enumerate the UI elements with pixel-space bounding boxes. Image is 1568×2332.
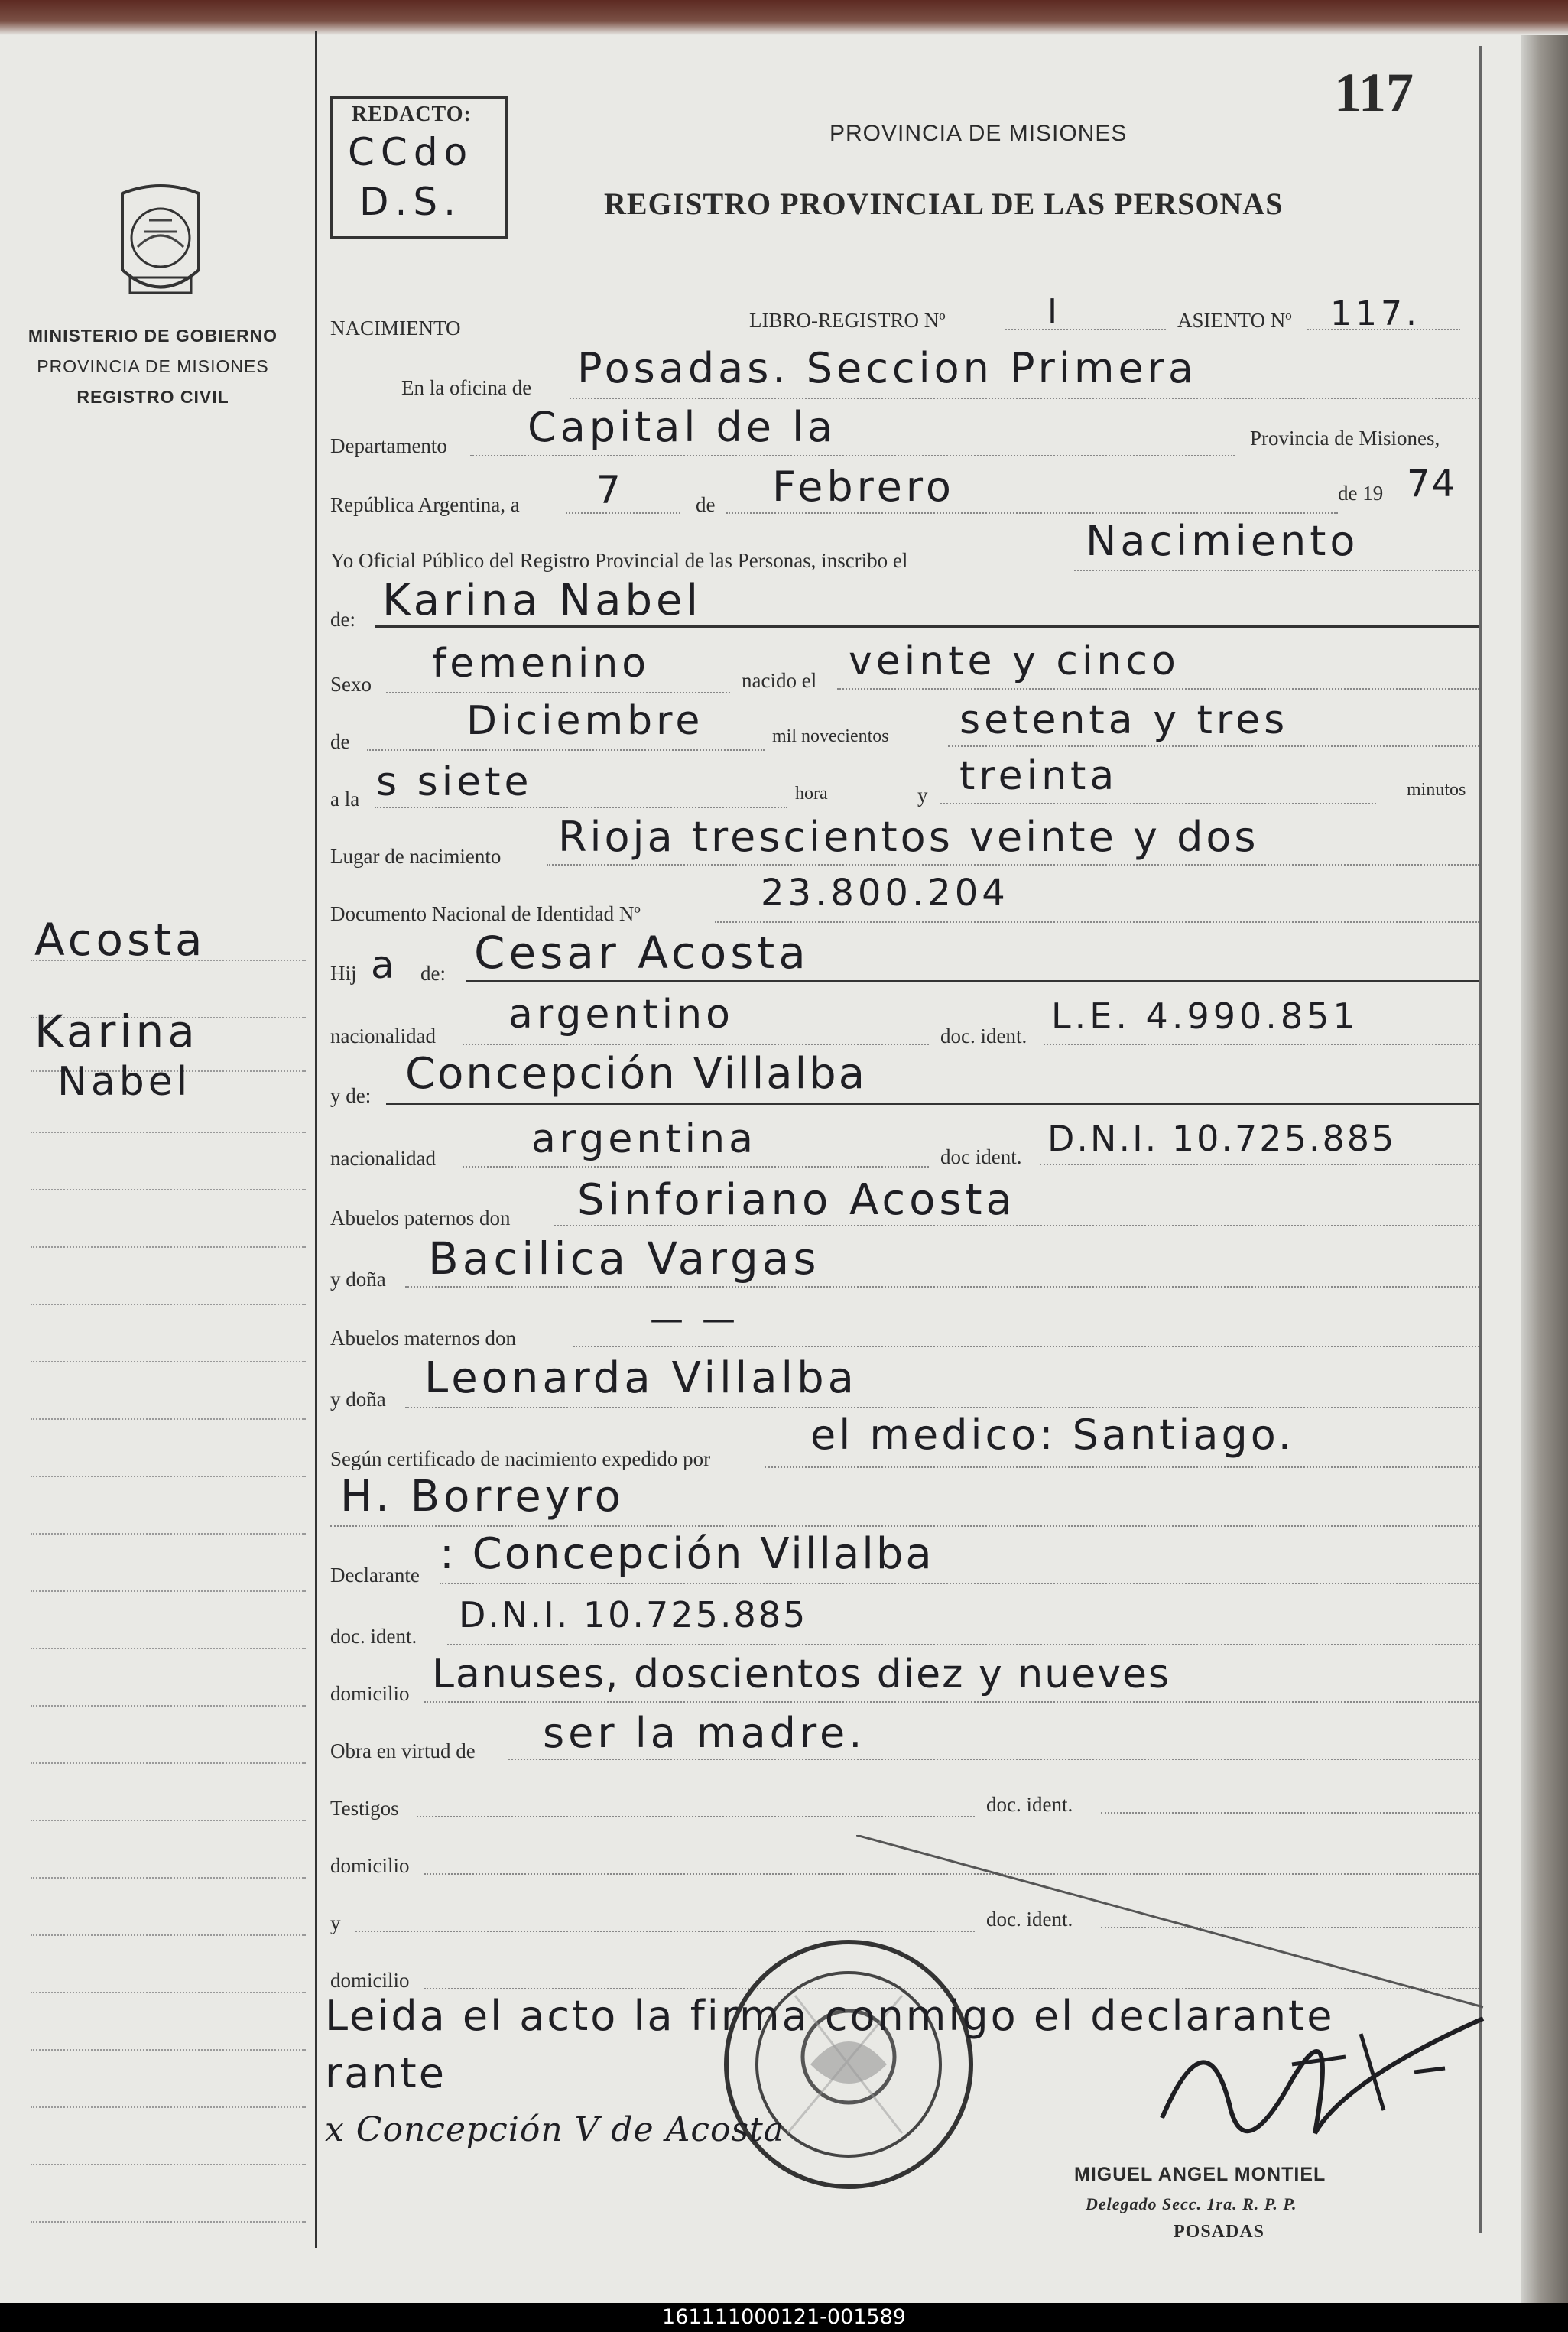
de-nombre-label: de: — [330, 608, 355, 631]
doc2-label: doc ident. — [940, 1145, 1022, 1168]
departamento-label: Departamento — [330, 434, 447, 457]
closing-line-2: rante — [325, 2049, 446, 2097]
margin-note-name-2: Nabel — [57, 1059, 192, 1105]
abuela-p-value: Bacilica Vargas — [428, 1233, 820, 1285]
acto-value: Nacimiento — [1086, 517, 1359, 565]
testigos-label: Testigos — [330, 1797, 399, 1820]
margin-note-surname: Acosta — [34, 914, 206, 966]
doc3-value: D.N.I. 10.725.885 — [459, 1594, 808, 1635]
abuela-m-value: Leonarda Villalba — [424, 1353, 858, 1403]
sexo-label: Sexo — [330, 673, 372, 696]
hora-label: hora — [795, 784, 828, 804]
doc2-value: D.N.I. 10.725.885 — [1047, 1118, 1397, 1159]
obra-value: ser la madre. — [543, 1709, 866, 1757]
libro-label: LIBRO-REGISTRO Nº — [749, 309, 946, 332]
page-number: 117 — [1334, 62, 1414, 123]
madre-value: Concepción Villalba — [405, 1049, 868, 1099]
registry-title: REGISTRO PROVINCIAL DE LAS PERSONAS — [604, 187, 1284, 221]
doc3-label: doc. ident. — [330, 1625, 417, 1648]
day-value: 7 — [596, 468, 625, 512]
mil-label: mil novecientos — [772, 726, 889, 746]
signatory-name: MIGUEL ANGEL MONTIEL — [1074, 2164, 1326, 2185]
hijo-suffix: a — [371, 943, 394, 987]
provincial-seal-icon — [107, 178, 214, 308]
doc1-value: L.E. 4.990.851 — [1051, 995, 1359, 1037]
hijo-label: Hij — [330, 962, 357, 985]
domicilio2-label: domicilio — [330, 1854, 410, 1877]
republica-label: República Argentina, a — [330, 493, 520, 516]
departamento-value: Capital de la — [528, 403, 837, 451]
certificado-label: Según certificado de nacimiento expedido por — [330, 1447, 711, 1470]
asiento-value: 117. — [1330, 294, 1420, 333]
redacto-initials-2: D.S. — [359, 180, 463, 224]
redacto-label: REDACTO: — [352, 102, 472, 126]
declarante-label: Declarante — [330, 1564, 420, 1587]
libro-value: I — [1047, 292, 1061, 331]
y-dona2-label: y doña — [330, 1388, 386, 1411]
domicilio3-label: domicilio — [330, 1969, 410, 1992]
dni-value: 23.800.204 — [761, 872, 1009, 914]
official-signature — [1116, 1988, 1498, 2164]
certificado-value-2: H. Borreyro — [340, 1472, 625, 1522]
domicilio-value: Lanuses, doscientos diez y nueves — [432, 1652, 1171, 1697]
book-cover-edge — [0, 0, 1568, 35]
doc1-label: doc. ident. — [940, 1025, 1027, 1047]
anio-nac-value: setenta y tres — [959, 697, 1289, 743]
year-value: 74 — [1407, 463, 1457, 505]
padre-value: Cesar Acosta — [474, 927, 810, 979]
year-prefix: de 19 — [1338, 482, 1384, 505]
lugar-label: Lugar de nacimiento — [330, 845, 502, 868]
mes-nac-value: Diciembre — [466, 698, 704, 744]
domicilio-label: domicilio — [330, 1682, 410, 1705]
abuelo-p-value: Sinforiano Acosta — [577, 1175, 1016, 1225]
doc5-label: doc. ident. — [986, 1908, 1073, 1931]
a-la-label: a la — [330, 788, 360, 810]
closing-line-1: Leida el acto la firma conmigo el declarante — [325, 1992, 1335, 2040]
provincia-suffix: Provincia de Misiones, — [1250, 427, 1440, 450]
nac2-value: argentina — [531, 1116, 757, 1162]
nac1-value: argentino — [508, 992, 734, 1038]
ministry-line-3: REGISTRO CIVIL — [76, 387, 229, 407]
certificado-value: el medico: Santiago. — [810, 1411, 1294, 1459]
hora-value: s siete — [376, 759, 533, 805]
hijo-de-label: de: — [420, 962, 446, 985]
y-dona-label: y doña — [330, 1268, 386, 1291]
asiento-label: ASIENTO Nº — [1177, 309, 1292, 332]
province-header: PROVINCIA DE MISIONES — [829, 121, 1128, 146]
declarante-value: : Concepción Villalba — [440, 1529, 934, 1579]
oficial-label: Yo Oficial Público del Registro Provincial de las Personas, inscribo el — [330, 549, 908, 572]
official-round-stamp — [719, 1934, 979, 2194]
minutos-value: treinta — [959, 753, 1118, 799]
signatory-title: Delegado Secc. 1ra. R. P. P. — [1086, 2194, 1297, 2213]
lugar-value: Rioja trescientos veinte y dos — [558, 813, 1259, 861]
nac2-label: nacionalidad — [330, 1147, 436, 1170]
margin-divider — [315, 31, 317, 2248]
abuelos-m-label: Abuelos maternos don — [330, 1327, 516, 1350]
sexo-value: femenino — [432, 641, 651, 687]
month-value: Febrero — [772, 463, 955, 511]
doc4-label: doc. ident. — [986, 1793, 1073, 1816]
nac1-label: nacionalidad — [330, 1025, 436, 1047]
y-de-label: y de: — [330, 1084, 372, 1107]
abuelo-m-value: — — — [650, 1300, 739, 1339]
abuelos-p-label: Abuelos paternos don — [330, 1207, 511, 1229]
document-id-footer: 161111000121-001589 — [0, 2303, 1568, 2332]
oficina-label: En la oficina de — [401, 376, 532, 399]
ministry-line-1: MINISTERIO DE GOBIERNO — [28, 326, 278, 346]
nacido-label: nacido el — [742, 669, 817, 692]
de2-label: de — [330, 730, 350, 753]
nacimiento-label: NACIMIENTO — [330, 317, 461, 339]
y-label: y — [917, 784, 928, 807]
declarant-signature: x Concepción V de Acosta — [325, 2110, 785, 2149]
nacido-value: veinte y cinco — [849, 638, 1180, 684]
minutos-label: minutos — [1407, 780, 1466, 800]
margin-note-name-1: Karina — [34, 1005, 199, 1057]
y2-label: y — [330, 1911, 341, 1934]
dni-label: Documento Nacional de Identidad Nº — [330, 902, 641, 925]
obra-label: Obra en virtud de — [330, 1739, 476, 1762]
ministry-line-2: PROVINCIA DE MISIONES — [37, 356, 269, 376]
redacto-initials-1: CCdo — [348, 130, 474, 174]
signatory-city: POSADAS — [1174, 2222, 1265, 2242]
oficina-value: Posadas. Seccion Primera — [577, 344, 1197, 392]
book-binding — [1521, 0, 1568, 2303]
nombre-value: Karina Nabel — [382, 576, 703, 625]
de-label: de — [696, 493, 716, 516]
